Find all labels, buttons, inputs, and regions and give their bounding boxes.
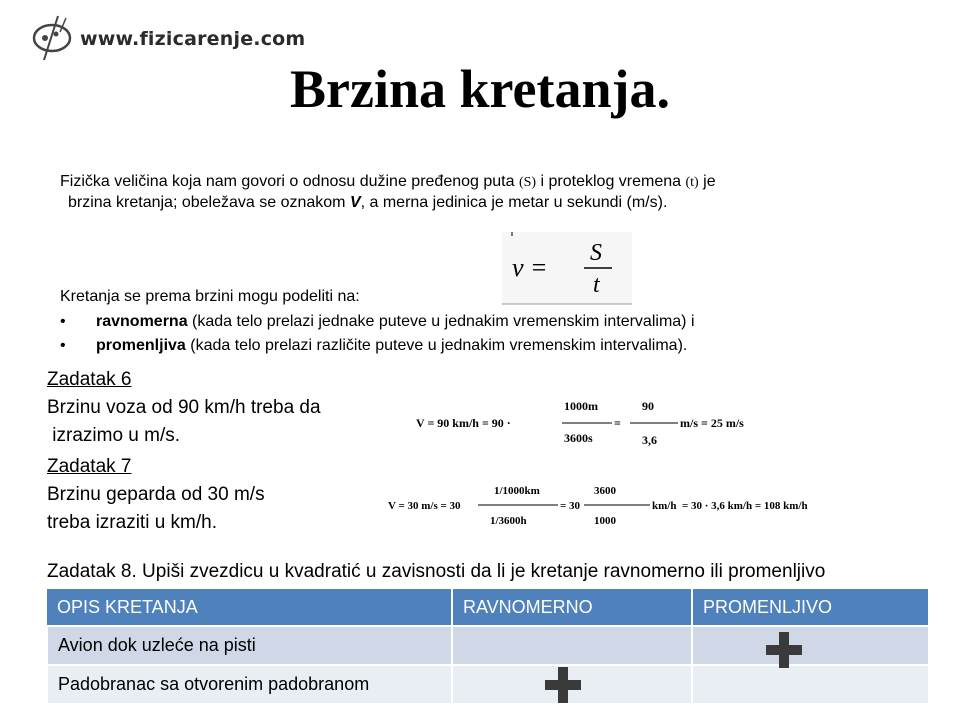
intro-line-2	[60, 193, 890, 213]
types-intro: Kretanja se prema brzini mogu podeliti na:	[60, 288, 360, 305]
eq7-frac2-num: 3600	[594, 485, 616, 497]
formula-lhs: v =	[512, 253, 548, 282]
intro-text: Fizička veličina koja nam govori o odnosu dužine pređenog puta	[60, 173, 519, 190]
eq7-mid: = 30	[560, 500, 581, 512]
plus-icon[interactable]	[543, 665, 583, 705]
eq6-frac1-den: 3600s	[564, 431, 593, 445]
page-title: Brzina kretanja.	[290, 59, 670, 119]
list-item	[60, 313, 695, 331]
formula-denominator: t	[593, 272, 600, 298]
task7	[47, 453, 265, 537]
eq7-rhs: km/h = 30 · 3,6 km/h = 108 km/h	[652, 500, 808, 512]
task6-line2: izrazimo u m/s.	[47, 425, 181, 446]
bullet-icon: •	[60, 313, 66, 330]
symbol-t: (t)	[685, 175, 699, 190]
eq6-frac2-den: 3,6	[642, 433, 657, 447]
checkbox-cell-promenljivo[interactable]	[692, 626, 929, 665]
list-item-text: (kada telo prelazi jednake puteve u jednakim vremenskim intervalima) i	[187, 313, 695, 330]
task6-equation	[416, 396, 796, 452]
eq7-lhs: V = 30 m/s = 30	[388, 500, 461, 512]
eq7-frac1-num: 1/1000km	[494, 485, 540, 497]
eq7-frac2-den: 1000	[594, 515, 616, 527]
eq6-rhs: m/s = 25 m/s	[680, 416, 744, 430]
table-row	[47, 665, 929, 704]
eq6-frac1-num: 1000m	[564, 399, 598, 413]
intro-text: brzina kretanja; obeležava se oznakom	[68, 194, 350, 211]
col-header-opis: OPIS KRETANJA	[47, 589, 452, 626]
intro-text: , a merna jedinica je metar u sekundi (m/s).	[360, 194, 668, 211]
list-item-bold: promenljiva	[96, 337, 186, 354]
row-desc: Padobranac sa otvorenim padobranom	[47, 665, 452, 704]
task7-heading: Zadatak 7	[47, 456, 132, 477]
task6	[47, 366, 321, 450]
physics-logo-icon	[30, 14, 78, 64]
eq7-frac1-den: 1/3600h	[490, 515, 527, 527]
formula-numerator: S	[590, 240, 602, 266]
logo-text: www.fizicarenje.com	[80, 28, 306, 50]
velocity-formula	[502, 232, 632, 306]
list-item	[60, 337, 687, 355]
col-header-ravnomerno: RAVNOMERNO	[452, 589, 692, 626]
intro-text: je	[698, 173, 716, 190]
checkbox-cell-promenljivo[interactable]	[692, 665, 929, 704]
task7-equation	[388, 480, 858, 530]
task8-text: Zadatak 8. Upiši zvezdicu u kvadratić u zavisnosti da li je kretanje ravnomerno ili promenljivo	[47, 561, 826, 582]
list-item-text: (kada telo prelazi različite puteve u jednakim vremenskim intervalima).	[185, 337, 688, 354]
task6-heading: Zadatak 6	[47, 369, 132, 390]
eq6-lhs: V = 90 km/h = 90 ·	[416, 416, 511, 430]
symbol-s: (S)	[518, 175, 537, 190]
task7-line1: Brzinu geparda od 30 m/s	[47, 484, 265, 505]
task6-line1: Brzinu voza od 90 km/h treba da	[47, 397, 321, 418]
eq6-eq-sign: =	[614, 416, 621, 430]
checkbox-cell-ravnomerno[interactable]	[452, 626, 692, 665]
col-header-promenljivo: PROMENLJIVO	[692, 589, 929, 626]
task7-line2: treba izraziti u km/h.	[47, 512, 217, 533]
plus-icon[interactable]	[764, 630, 804, 670]
intro-paragraph	[60, 172, 890, 213]
intro-text: i proteklog vremena	[536, 173, 686, 190]
row-desc: Avion dok uzleće na pisti	[47, 626, 452, 665]
list-item-bold: ravnomerna	[96, 313, 188, 330]
symbol-v: V	[349, 194, 361, 211]
bullet-icon: •	[60, 337, 66, 354]
eq6-frac2-num: 90	[642, 399, 654, 413]
